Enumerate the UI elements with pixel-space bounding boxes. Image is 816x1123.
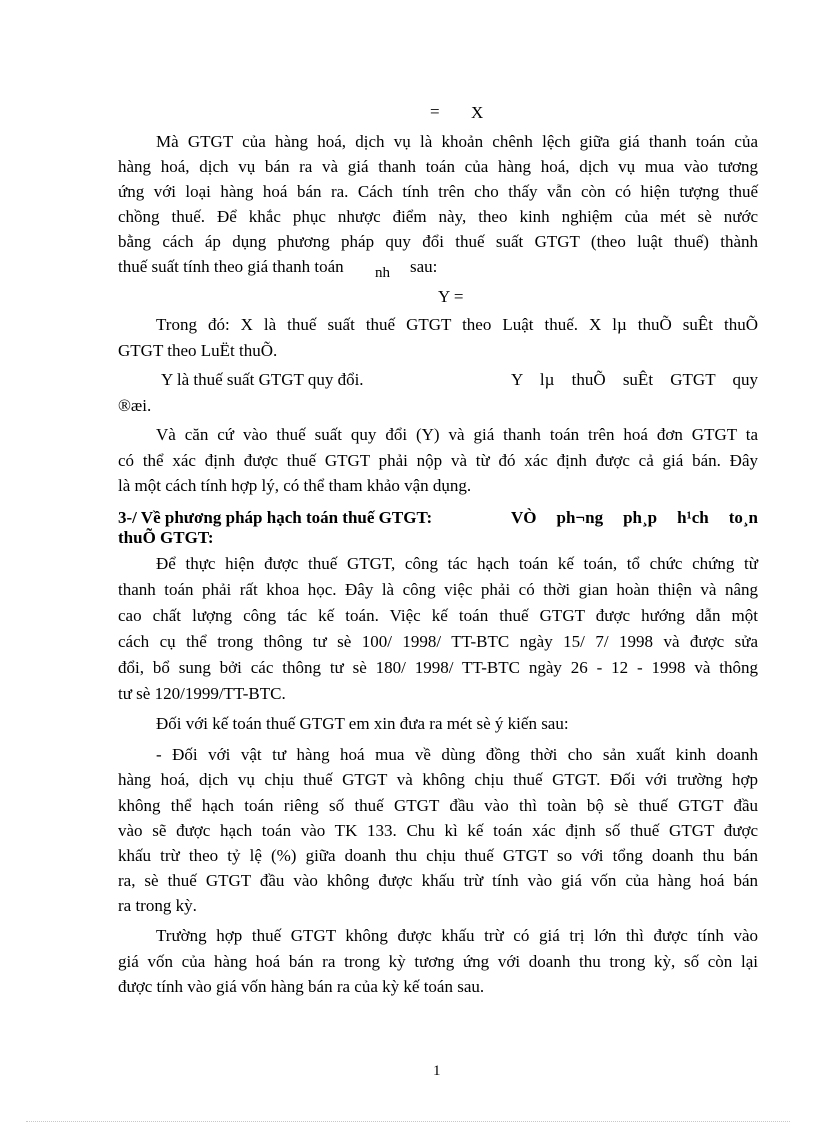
para1-nh: nh bbox=[375, 265, 390, 281]
para7-line-2: hàng hoá, dịch vụ chịu thuế GTGT và không chịu thuế GTGT. Đối với trường hợp bbox=[118, 770, 758, 789]
para4-line-2: có thể xác định được thuế GTGT phải nộp và từ đó xác định được cả giá bán. Đây bbox=[118, 451, 758, 470]
para1-line-1: Mà GTGT của hàng hoá, dịch vụ là khoản chênh lệch giữa giá thanh toán của bbox=[156, 132, 758, 151]
section-heading-line-2: thuÕ GTGT: bbox=[118, 528, 214, 547]
para5-line-1: Để thực hiện được thuế GTGT, công tác hạch toán kế toán, tổ chức chứng từ bbox=[156, 554, 758, 573]
para1-line-2: hàng hoá, dịch vụ bán ra và giá thanh toán của hàng hoá, dịch vụ mua vào tương bbox=[118, 157, 758, 176]
section-heading: 3-/ Về phương pháp hạch toán thuế GTGT: bbox=[118, 508, 433, 527]
para7-line-1: - Đối với vật tư hàng hoá mua về dùng đồng thời cho sản xuất kinh doanh bbox=[156, 745, 758, 764]
para1-line-6: thuế suất tính theo giá thanh toán bbox=[118, 257, 344, 276]
para7-line-3: không thể hạch toán riêng số thuế GTGT đầu vào thì toàn bộ sè thuế GTGT đầu bbox=[118, 796, 758, 815]
para8-line-1: Trường hợp thuế GTGT không được khấu trừ có giá trị lớn thì được tính vào bbox=[156, 926, 758, 945]
formula-y: Y = bbox=[438, 287, 464, 306]
para7-line-7: ra trong kỳ. bbox=[118, 896, 197, 915]
para5-line-2: thanh toán phải rất khoa học. Đây là công việc phải có thời gian hoàn thiện và nâng bbox=[118, 580, 758, 599]
para7-line-5: khấu trừ theo tỷ lệ (%) giữa doanh thu chịu thuế GTGT so với tổng doanh thu bán bbox=[118, 846, 758, 865]
para3-right: Y lµ thuÕ suÊt GTGT quy bbox=[511, 370, 758, 389]
formula-x: X bbox=[471, 103, 484, 122]
para1-line-3: ứng với loại hàng hoá bán ra. Cách tính trên cho thấy vẫn còn có hiện tượng thuế bbox=[118, 182, 758, 201]
formula-equals: = bbox=[430, 102, 440, 121]
para5-line-3: cao chất lượng công tác kế toán. Việc kế toán thuế GTGT được hướng dẫn một bbox=[118, 606, 758, 625]
para6: Đối với kế toán thuế GTGT em xin đưa ra mét sè ý kiến sau: bbox=[156, 714, 569, 733]
para8-line-3: được tính vào giá vốn hàng bán ra của kỳ kế toán sau. bbox=[118, 977, 485, 996]
section-heading-garbled: VÒ ph¬ng ph¸p h¹ch to¸n bbox=[511, 508, 758, 527]
para2-line-1: Trong đó: X là thuế suất thuế GTGT theo Luật thuế. X lµ thuÕ suÊt thuÕ bbox=[156, 315, 758, 334]
para7-line-6: ra, sè thuế GTGT đầu vào không được khấu trừ tính vào giá vốn của hàng hoá bán bbox=[118, 871, 758, 890]
para5-line-6: tư sè 120/1999/TT-BTC. bbox=[118, 684, 286, 703]
para5-line-4: cách cụ thể trong thông tư sè 100/ 1998/ TT-BTC ngày 15/ 7/ 1998 và được sửa bbox=[118, 632, 758, 651]
para3-line-2: ®æi. bbox=[118, 396, 152, 415]
para7-line-4: vào sẽ được hạch toán vào TK 133. Chu kì kế toán xác định số thuế GTGT được bbox=[118, 821, 758, 840]
page-number: 1 bbox=[433, 1063, 441, 1079]
para4-line-3: là một cách tính hợp lý, có thể tham khảo vận dụng. bbox=[118, 476, 472, 495]
para4-line-1: Và căn cứ vào thuế suất quy đổi (Y) và giá thanh toán trên hoá đơn GTGT ta bbox=[156, 425, 758, 444]
para2-line-2: GTGT theo LuËt thuÕ. bbox=[118, 341, 278, 360]
para5-line-5: đổi, bổ sung bởi các thông tư sè 180/ 1998/ TT-BTC ngày 26 - 12 - 1998 và thông bbox=[118, 658, 758, 677]
para3-left: Y là thuế suất GTGT quy đổi. bbox=[161, 370, 364, 389]
footer-divider bbox=[26, 1121, 790, 1122]
para8-line-2: giá vốn của hàng hoá bán ra trong kỳ tương ứng với doanh thu trong kỳ, số còn lại bbox=[118, 952, 758, 971]
para1-sau: sau: bbox=[410, 257, 438, 276]
para1-line-4: chồng thuế. Để khắc phục nhược điểm này, theo kinh nghiệm của mét sè nước bbox=[118, 207, 758, 226]
para1-line-5: bằng cách áp dụng phương pháp quy đổi thuế suất GTGT (theo luật thuế) thành bbox=[118, 232, 758, 251]
